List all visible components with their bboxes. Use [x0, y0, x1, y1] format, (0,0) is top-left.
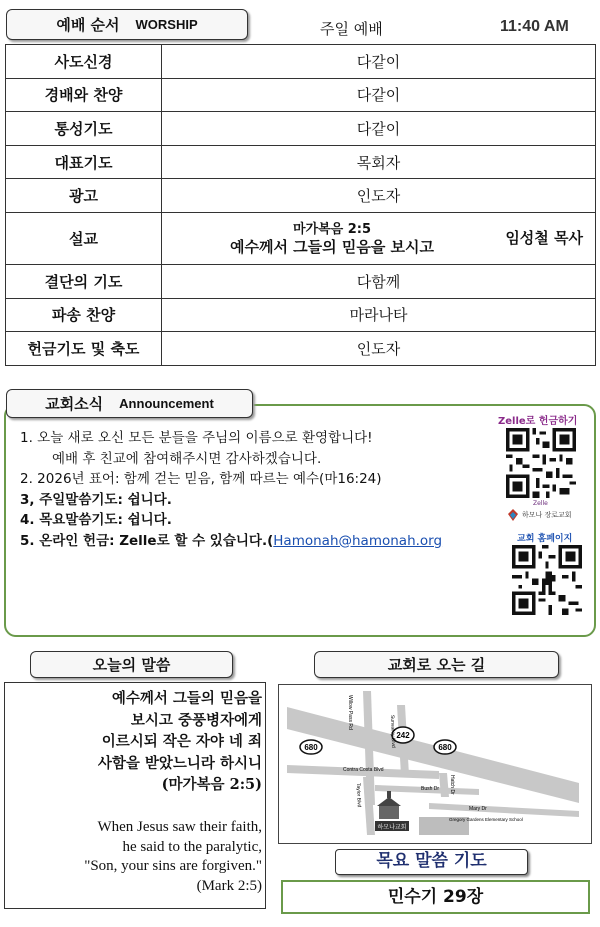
svg-text:Sunvalley Blvd: Sunvalley Blvd [389, 714, 397, 748]
announcement-item [20, 531, 500, 552]
service-time: 11:40 AM [500, 18, 569, 35]
announcement-tab [6, 389, 253, 418]
directions-title: 교회로 오는 길 [387, 656, 486, 674]
verse-line: 사함을 받았느니라 하시니 [97, 754, 262, 772]
announcement-item: 2. 2026년 표어: 함께 걷는 믿음, 함께 따르는 예수(마16:24) [20, 471, 382, 487]
worship-tab [6, 9, 248, 40]
homepage-qr-code[interactable] [512, 545, 582, 615]
row-value: 다같이 [162, 78, 596, 112]
word-title: 오늘의 말씀 [92, 656, 171, 674]
row-name: 경배와 찬양 [6, 78, 162, 112]
table-row [6, 332, 596, 366]
svg-text:Mary Dr: Mary Dr [469, 806, 487, 812]
table-row [6, 298, 596, 332]
svg-text:680: 680 [304, 743, 318, 752]
svg-text:242: 242 [396, 731, 410, 740]
announcement-item: 1. 오늘 새로 오신 모든 분들을 주님의 이름으로 환영합니다! [20, 430, 373, 446]
row-value: 다같이 [162, 45, 596, 79]
announcement-item: 예배 후 친교에 참여해주시면 감사하겠습니다. [52, 450, 322, 467]
map [278, 684, 592, 844]
row-value: 마라나타 [162, 298, 596, 332]
table-row [6, 179, 596, 213]
email-link[interactable]: Hamonah@hamonah.org [273, 532, 443, 549]
row-name: 통성기도 [6, 112, 162, 146]
verse-reference: (Mark 2:5) [196, 877, 262, 894]
church-map-label: 하모나교회 [377, 824, 407, 831]
hw-680-right-icon [434, 740, 456, 754]
hw-680-left-icon [300, 740, 322, 754]
table-row [6, 264, 596, 298]
svg-text:Willow Pass Rd: Willow Pass Rd [347, 695, 353, 730]
verse-line: 예수께서 그들의 믿음을 [111, 690, 262, 707]
zelle-qr-code[interactable] [506, 428, 576, 498]
verse-line: he said to the paralytic, [122, 838, 262, 855]
row-value: 다함께 [162, 264, 596, 298]
row-name: 헌금기도 및 축도 [6, 332, 162, 366]
row-value: 인도자 [162, 179, 596, 213]
table-row [6, 145, 596, 179]
sermon-row [6, 212, 596, 264]
row-value: 목회자 [162, 145, 596, 179]
row-value: 인도자 [162, 332, 596, 366]
row-name: 사도신경 [6, 45, 162, 79]
verse-korean [10, 688, 262, 796]
announcement-item: 4. 목요말씀기도: 쉽니다. [20, 512, 172, 528]
sermon-pastor: 임성철 목사 [505, 228, 583, 247]
announcement-item: 3, 주일말씀기도: 쉽니다. [20, 491, 172, 508]
verse-line: 이르시되 작은 자야 네 죄 [101, 733, 262, 750]
thursday-prayer-title: 목요 말씀 기도 [335, 849, 528, 875]
verse-line: 보시고 중풍병자에게 [130, 711, 262, 729]
directions-tab [314, 651, 559, 678]
row-name: 설교 [6, 212, 162, 264]
row-value: 다같이 [162, 112, 596, 146]
row-name: 파송 찬양 [6, 298, 162, 332]
row-name: 결단의 기도 [6, 264, 162, 298]
sermon-title: 예수께서 그들의 믿음을 보시고 [229, 237, 435, 256]
announcement-title: 교회소식 [45, 395, 104, 413]
homepage-label: 교회 홈페이지 [517, 534, 573, 544]
online-offering-text: 5. 온라인 헌금: Zelle로 할 수 있습니다.( [20, 532, 274, 549]
verse-english [10, 818, 262, 896]
thursday-prayer-passage: 민수기 29장 [281, 880, 590, 914]
church-logo [506, 507, 586, 523]
table-row [6, 112, 596, 146]
row-name: 대표기도 [6, 145, 162, 179]
svg-text:Bush Dr: Bush Dr [421, 786, 440, 792]
announcement-list [20, 428, 500, 551]
sermon-cell [162, 212, 596, 264]
verse-line: "Son, your sins are forgiven." [84, 858, 262, 874]
svg-text:Contra Costa Blvd: Contra Costa Blvd [343, 767, 384, 773]
church-logo-icon [506, 508, 520, 522]
table-row [6, 78, 596, 112]
svg-text:Hatch Dr: Hatch Dr [449, 775, 455, 795]
announcement-title-en: Announcement [119, 396, 214, 411]
zelle-label: Zelle로 헌금하기 [498, 416, 578, 427]
svg-text:680: 680 [438, 743, 452, 752]
verse-reference: (마가복음 2:5) [161, 776, 262, 793]
worship-title-en: WORSHIP [135, 17, 198, 32]
table-row [6, 45, 596, 79]
verse-line: When Jesus saw their faith, [97, 819, 262, 835]
svg-text:Gregory Gardens Elementary Sch: Gregory Gardens Elementary School [449, 817, 523, 822]
worship-table [5, 44, 596, 366]
svg-text:Taylor Blvd: Taylor Blvd [355, 782, 362, 808]
map-drawing [279, 685, 592, 844]
word-tab [30, 651, 233, 678]
worship-title: 예배 순서 [56, 16, 120, 34]
zelle-small-label: Zelle [533, 500, 548, 507]
church-name: 하모나 장로교회 [522, 511, 572, 519]
sermon-reference: 마가복음 2:5 [292, 221, 372, 237]
service-name: 주일 예배 [320, 20, 383, 38]
row-name: 광고 [6, 179, 162, 213]
